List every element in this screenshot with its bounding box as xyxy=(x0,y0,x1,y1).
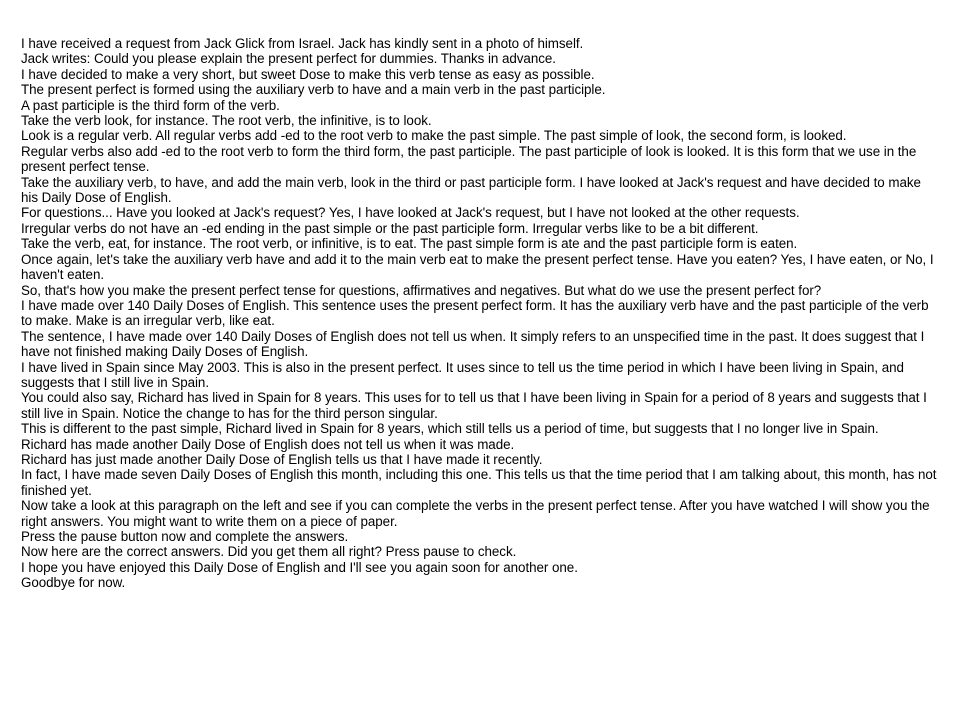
paragraph: Press the pause button now and complete the answers. xyxy=(21,529,349,544)
paragraph: You could also say, Richard has lived in Spain for 8 years. This uses for to tell us that I have been living in Spain for a period of 8 years and suggests that I still live in Spain. Notice the change to has for the third person singular. xyxy=(21,390,927,421)
paragraph: Regular verbs also add -ed to the root verb to form the third form, the past participle. The past participle of look is looked. It is this form that we use in the present perfect tense. xyxy=(21,143,917,175)
paragraph: A past participle is the third form of the verb. xyxy=(21,97,280,113)
paragraph: Irregular verbs do not have an -ed ending in the past simple or the past participle form. Irregular verbs like to be a bit different. xyxy=(21,220,759,236)
paragraph: The present perfect is formed using the auxiliary verb to have and a main verb in the past participle. xyxy=(21,82,606,98)
paragraph: I have decided to make a very short, but sweet Dose to make this verb tense as easy as possible. xyxy=(21,66,595,82)
paragraph: Take the verb, eat, for instance. The root verb, or infinitive, is to eat. The past simple form is ate and the past participle form is eaten. xyxy=(21,236,798,252)
paragraph: Once again, let's take the auxiliary verb have and add it to the main verb eat to make the present perfect tense. Have you eaten? Yes, I have eaten, or No, I haven't eaten. xyxy=(21,251,934,283)
paragraph: Jack writes: Could you please explain the present perfect for dummies. Thanks in advance. xyxy=(21,51,556,67)
paragraph: Look is a regular verb. All regular verbs add -ed to the root verb to make the past simple. The past simple of look, the second form, is looked. xyxy=(21,128,847,144)
paragraph: The sentence, I have made over 140 Daily Doses of English does not tell us when. It simply refers to an unspecified time in the past. It does suggest that I have not finished making Daily Doses of English. xyxy=(21,328,925,360)
paragraph: I have lived in Spain since May 2003. This is also in the present perfect. It uses since to tell us the time period in which I have been living in Spain, and suggests that I still live in Spain. xyxy=(21,359,904,390)
paragraph: Goodbye for now. xyxy=(21,575,126,591)
paragraph: I have made over 140 Daily Doses of English. This sentence uses the present perfect form. It has the auxiliary verb have and the past participle of the verb to make. Make is an irregular verb, like eat. xyxy=(21,297,929,329)
paragraph: Richard has made another Daily Dose of English does not tell us when it was made. xyxy=(21,436,515,452)
paragraph: Take the auxiliary verb, to have, and add the main verb, look in the third or past participle form. I have looked at Jack's request and have decided to make his Daily Dose of English. xyxy=(21,174,921,206)
paragraph: This is different to the past simple, Richard lived in Spain for 8 years, which still tells us a period of time, but suggests that I no longer live in Spain. xyxy=(21,421,879,437)
paragraph: I have received a request from Jack Glick from Israel. Jack has kindly sent in a photo of himself. xyxy=(21,36,584,51)
paragraph: For questions... Have you looked at Jack's request? Yes, I have looked at Jack's request, but I have not looked at the other requests. xyxy=(21,205,800,221)
paragraph: I hope you have enjoyed this Daily Dose of English and I'll see you again soon for another one. xyxy=(21,559,578,575)
paragraph: Now here are the correct answers. Did you get them all right? Press pause to check. xyxy=(21,544,517,560)
paragraph: Richard has just made another Daily Dose of English tells us that I have made it recently. xyxy=(21,451,543,467)
paragraph: In fact, I have made seven Daily Doses of English this month, including this one. This tells us that the time period that I am talking about, this month, has not finished yet. xyxy=(21,467,937,498)
paragraph: So, that's how you make the present perfect tense for questions, affirmatives and negatives. But what do we use the present perfect for? xyxy=(21,282,822,298)
paragraph: Take the verb look, for instance. The root verb, the infinitive, is to look. xyxy=(21,113,432,129)
document-body xyxy=(21,36,941,591)
paragraph: Now take a look at this paragraph on the left and see if you can complete the verbs in the present perfect tense. After you have watched I will show you the right answers. You might want to write them on a piece of paper. xyxy=(21,498,930,529)
